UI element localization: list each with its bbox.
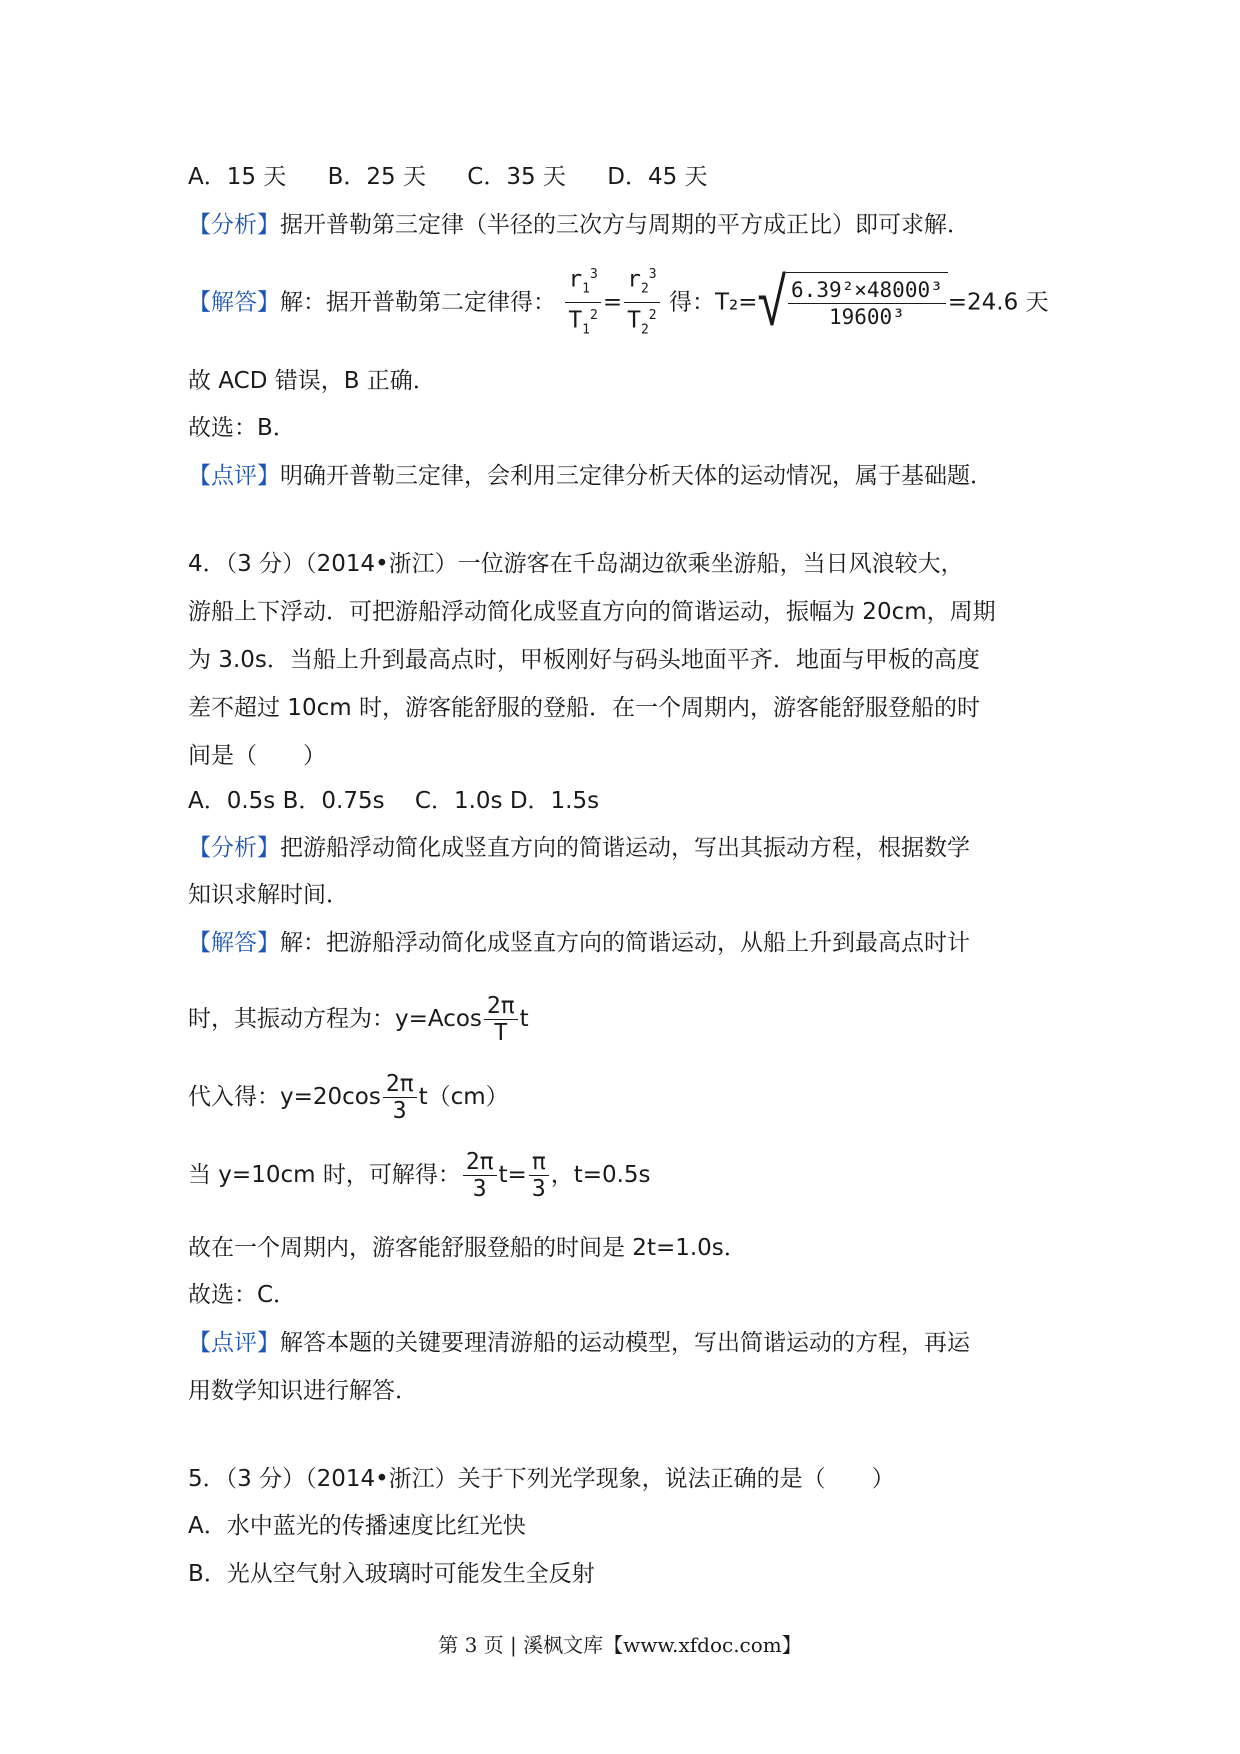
q3-option-d: D．45 天 [607, 164, 708, 190]
q4-comment-1 [188, 1328, 970, 1358]
comment-tag: 【点评】 [188, 1330, 280, 1356]
q4-answer-1 [188, 928, 970, 958]
q5-option-a: A．水中蓝光的传播速度比红光快 [188, 1513, 526, 1539]
q4-choice: 故选：C． [188, 1282, 297, 1308]
q3-comment [188, 461, 993, 491]
q3-options [188, 162, 742, 192]
answer-mid: 得：T₂= [668, 289, 758, 316]
q3-option-c: C．35 天 [467, 164, 566, 190]
analysis-text: 据开普勒第三定律（半径的三次方与周期的平方成正比）即可求解． [280, 212, 970, 238]
sqrt-denominator: 19600³ [828, 305, 905, 330]
fraction-2pi-over-3: $\frac{2\pi}{3}$ [383, 1071, 417, 1124]
analysis-text: 把游船浮动简化成竖直方向的简谐运动，写出其振动方程，根据数学 [280, 835, 970, 861]
q4-analysis-2: 知识求解时间． [188, 882, 349, 908]
sqrt-expression: √ $\frac{\text{6.39²×48000³}}{\text{19600³}}$ [757, 272, 947, 333]
q4-equation-2: 代入得：y=20cos $\frac{2\pi}{3}$ t（cm） [188, 1071, 509, 1124]
q5-stem: 5．（3 分）（2014•浙江）关于下列光学现象，说法正确的是（ ） [188, 1466, 895, 1492]
q4-stem-4: 差不超过 10cm 时，游客能舒服的登船．在一个周期内，游客能舒服登船的时 [188, 695, 980, 721]
q3-option-b: B．25 天 [327, 164, 426, 190]
answer-tag: 【解答】 [188, 930, 280, 956]
comment-text: 解答本题的关键要理清游船的运动模型，写出简谐运动的方程，再运 [280, 1330, 970, 1356]
q4-stem-5: 间是（ ） [188, 743, 326, 769]
q4-conclusion: 故在一个周期内，游客能舒服登船的时间是 2t=1.0s． [188, 1235, 747, 1261]
answer-tag: 【解答】 [188, 289, 280, 316]
analysis-tag: 【分析】 [188, 212, 280, 238]
q4-comment-2: 用数学知识进行解答． [188, 1378, 418, 1404]
q3-choice: 故选：B． [188, 415, 296, 441]
q4-equation-3: 当 y=10cm 时，可解得： $\frac{2\pi}{3}$ t= $\frac{\pi}{3}$ ，t=0.5s [188, 1149, 651, 1202]
q4-stem-2: 游船上下浮动．可把游船浮动简化成竖直方向的简谐运动，振幅为 20cm，周期 [188, 599, 996, 625]
sqrt-numerator: 6.39²×48000³ [788, 277, 946, 304]
answer-result: =24.6 天 [947, 289, 1049, 316]
fraction-2pi-over-T: $\frac{2\pi}{T}$ [484, 993, 518, 1046]
q4-stem-1: 4．（3 分）（2014•浙江）一位游客在千岛湖边欲乘坐游船，当日风浪较大， [188, 551, 964, 577]
kepler-fraction-2: $\frac{r_2^3}{T_2^2}$ [624, 262, 660, 344]
q5-option-b: B．光从空气射入玻璃时可能发生全反射 [188, 1561, 595, 1587]
answer-text: 解：把游船浮动简化成竖直方向的简谐运动，从船上升到最高点时计 [280, 930, 970, 956]
comment-text: 明确开普勒三定律，会利用三定律分析天体的运动情况，属于基础题． [280, 463, 993, 489]
fraction-pi-over-3: $\frac{\pi}{3}$ [529, 1149, 549, 1202]
analysis-tag: 【分析】 [188, 835, 280, 861]
page-footer: 第 3 页 | 溪枫文库【www.xfdoc.com】 [438, 1633, 802, 1657]
answer-prefix: 解：据开普勒第二定律得： [280, 289, 556, 316]
q4-equation-1: 时，其振动方程为：y=Acos $\frac{2\pi}{T}$ t [188, 993, 529, 1046]
comment-tag: 【点评】 [188, 463, 280, 489]
kepler-fraction-1: $\frac{r_1^3}{T_1^2}$ [565, 262, 601, 344]
q3-line2: 故 ACD 错误，B 正确． [188, 368, 436, 394]
q4-analysis-1 [188, 833, 970, 863]
q4-options: A．0.5s B．0.75s C．1.0s D．1.5s [188, 788, 600, 814]
q3-analysis [188, 210, 970, 240]
q3-option-a: A．15 天 [188, 164, 287, 190]
q3-answer: 【解答】解：据开普勒第二定律得： $\frac{r_1^3}{T_1^2}$ = $\frac{r_2^3}{T_2^2}$ 得：T₂= √ $\frac{\text{6.39²×48000³}}{\text{19600³}}$ =24.6 天 [188, 263, 1049, 342]
fraction-2pi-over-3: $\frac{2\pi}{3}$ [463, 1149, 497, 1202]
q4-stem-3: 为 3.0s．当船上升到最高点时，甲板刚好与码头地面平齐．地面与甲板的高度 [188, 647, 980, 673]
